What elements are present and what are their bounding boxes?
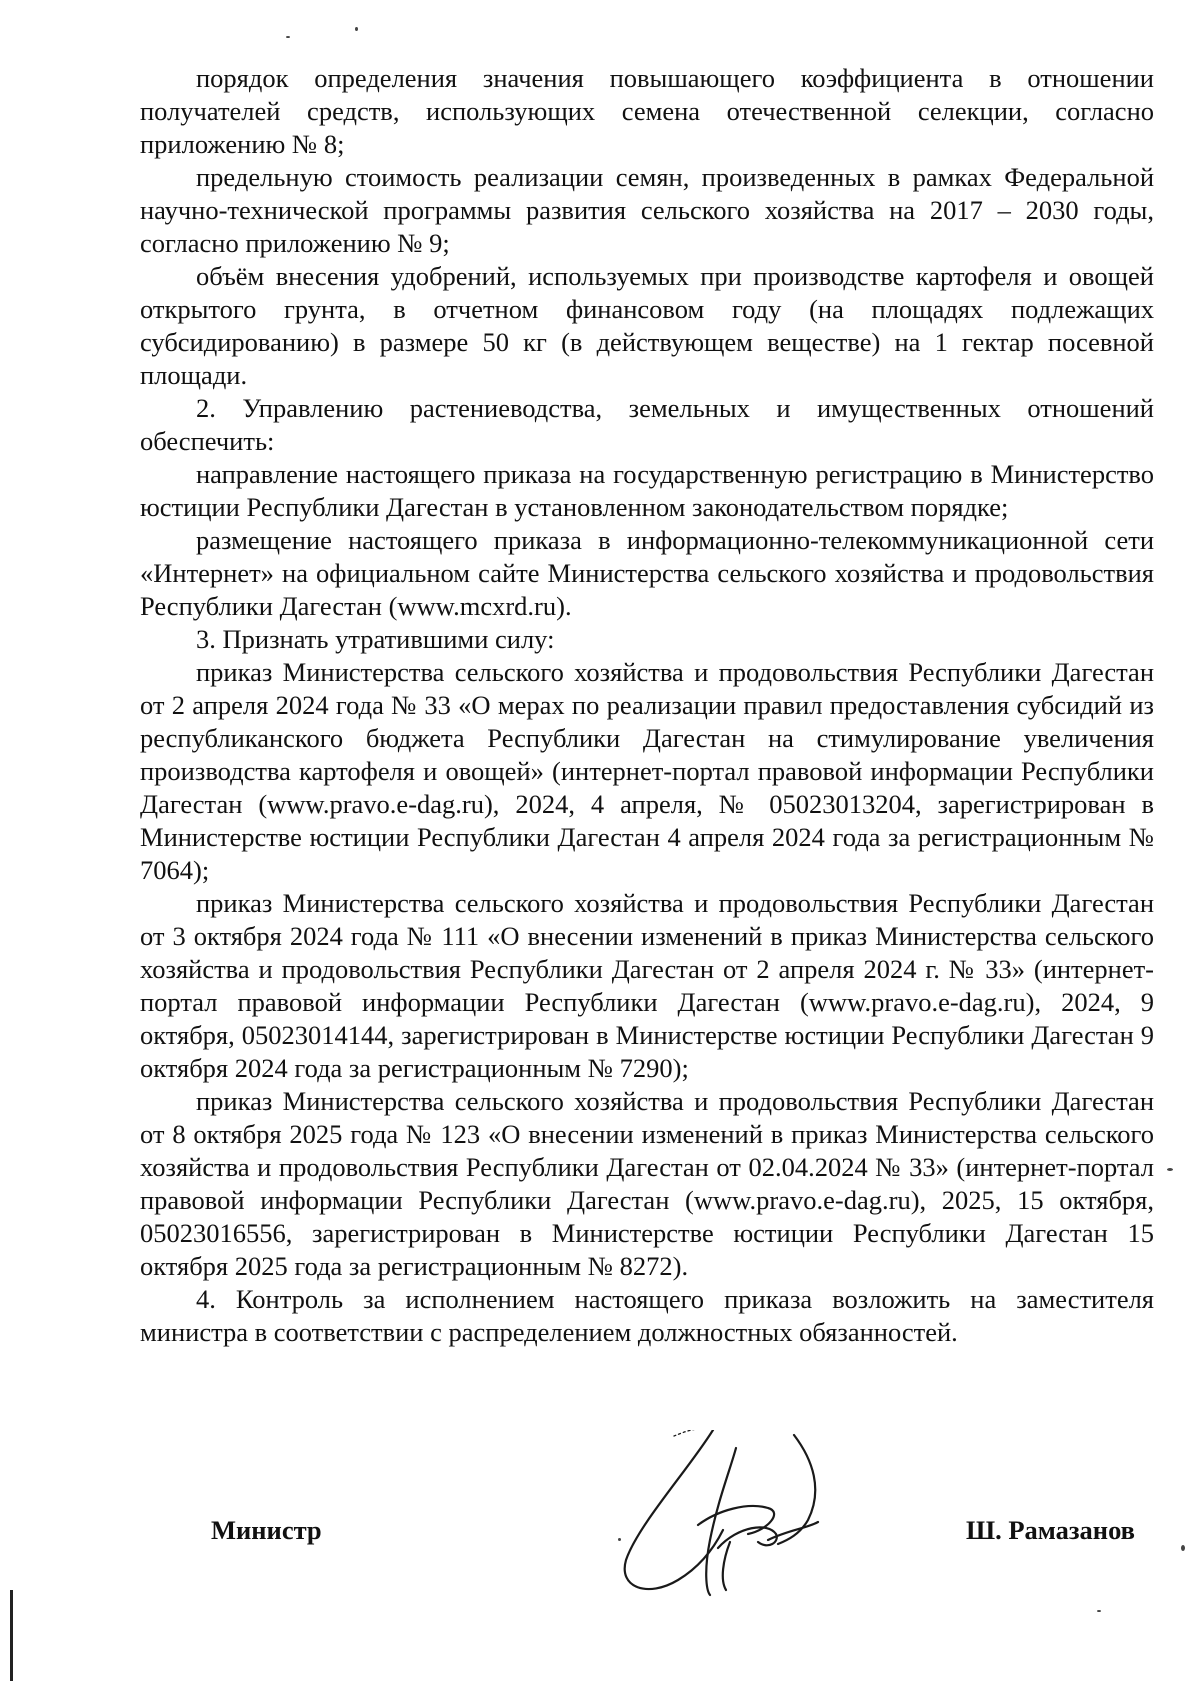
paragraph-section-3: 3. Признать утратившими силу: [196,624,555,654]
paragraph-state-registration: направление настоящего приказа на государственную регистрацию в Министерство юстиции Республики Дагестан в установленном законодательством порядке; [140,459,1154,522]
paragraph-repealed-order-33: приказ Министерства сельского хозяйства и продовольствия Республики Дагестан от 2 апреля 2024 года № 33 «О мерах по реализации правил предоставления субсидий из республиканского бюджета Республики Дагестан на стимулирование увеличения производства картофеля и овощей» (интернет-портал правовой информации Республики Дагестан (www.pravo.e-dag.ru), 2024, 4 апреля, № 05023013204, зарегистрирован в Министерстве юстиции Республики Дагестан 4 апреля 2024 года за регистрационным № 7064); [140,657,1154,885]
paragraph-repealed-order-123: приказ Министерства сельского хозяйства и продовольствия Республики Дагестан от 8 октября 2025 года № 123 «О внесении изменений в приказ Министерства сельского хозяйства и продовольствия Республики Дагестан от 02.04.2024 № 33» (интернет-портал правовой информации Республики Дагестан (www.pravo.e-dag.ru), 2025, 15 октября, 05023016556, зарегистрирован в Министерстве юстиции Республики Дагестан 15 октября 2025 года за регистрационным № 8272). [140,1086,1154,1281]
signatory-name: Ш. Рамазанов [966,1515,1135,1545]
handwritten-signature [618,1430,858,1600]
paragraph-seed-price-limit: предельную стоимость реализации семян, произведенных в рамках Федеральной научно-технической программы развития сельского хозяйства на 2017 – 2030 годы, согласно приложению № 9; [140,162,1154,258]
paragraph-seed-coefficient: порядок определения значения повышающего коэффициента в отношении получателей средств, использующих семена отечественной селекции, согласно приложению № 8; [140,63,1154,159]
document-body [140,62,1154,1349]
signature-block [0,1515,1200,1555]
paragraph-repealed-order-111: приказ Министерства сельского хозяйства и продовольствия Республики Дагестан от 3 октября 2024 года № 111 «О внесении изменений в приказ Министерства сельского хозяйства и продовольствия Республики Дагестан от 2 апреля 2024 г. № 33» (интернет-портал правовой информации Республики Дагестан (www.pravo.e-dag.ru), 2024, 9 октября, 05023014144, зарегистрирован в Министерстве юстиции Республики Дагестан 9 октября 2024 года за регистрационным № 7290); [140,888,1154,1083]
paragraph-website-publication: размещение настоящего приказа в информационно-телекоммуникационной сети «Интернет» на официальном сайте Министерства сельского хозяйства и продовольствия Республики Дагестан (www.mcxrd.ru). [140,525,1154,621]
signatory-title: Министр [211,1515,322,1545]
paragraph-section-4: 4. Контроль за исполнением настоящего приказа возложить на заместителя министра в соответствии с распределением должностных обязанностей. [140,1284,1154,1347]
scan-margin-edge [10,1590,13,1681]
paragraph-section-2: 2. Управлению растениеводства, земельных и имущественных отношений обеспечить: [140,393,1154,456]
paragraph-fertilizer-volume: объём внесения удобрений, используемых при производстве картофеля и овощей открытого грунта, в отчетном финансовом году (на площадях подлежащих субсидированию) в размере 50 кг (в действующем веществе) на 1 гектар посевной площади. [140,261,1154,390]
